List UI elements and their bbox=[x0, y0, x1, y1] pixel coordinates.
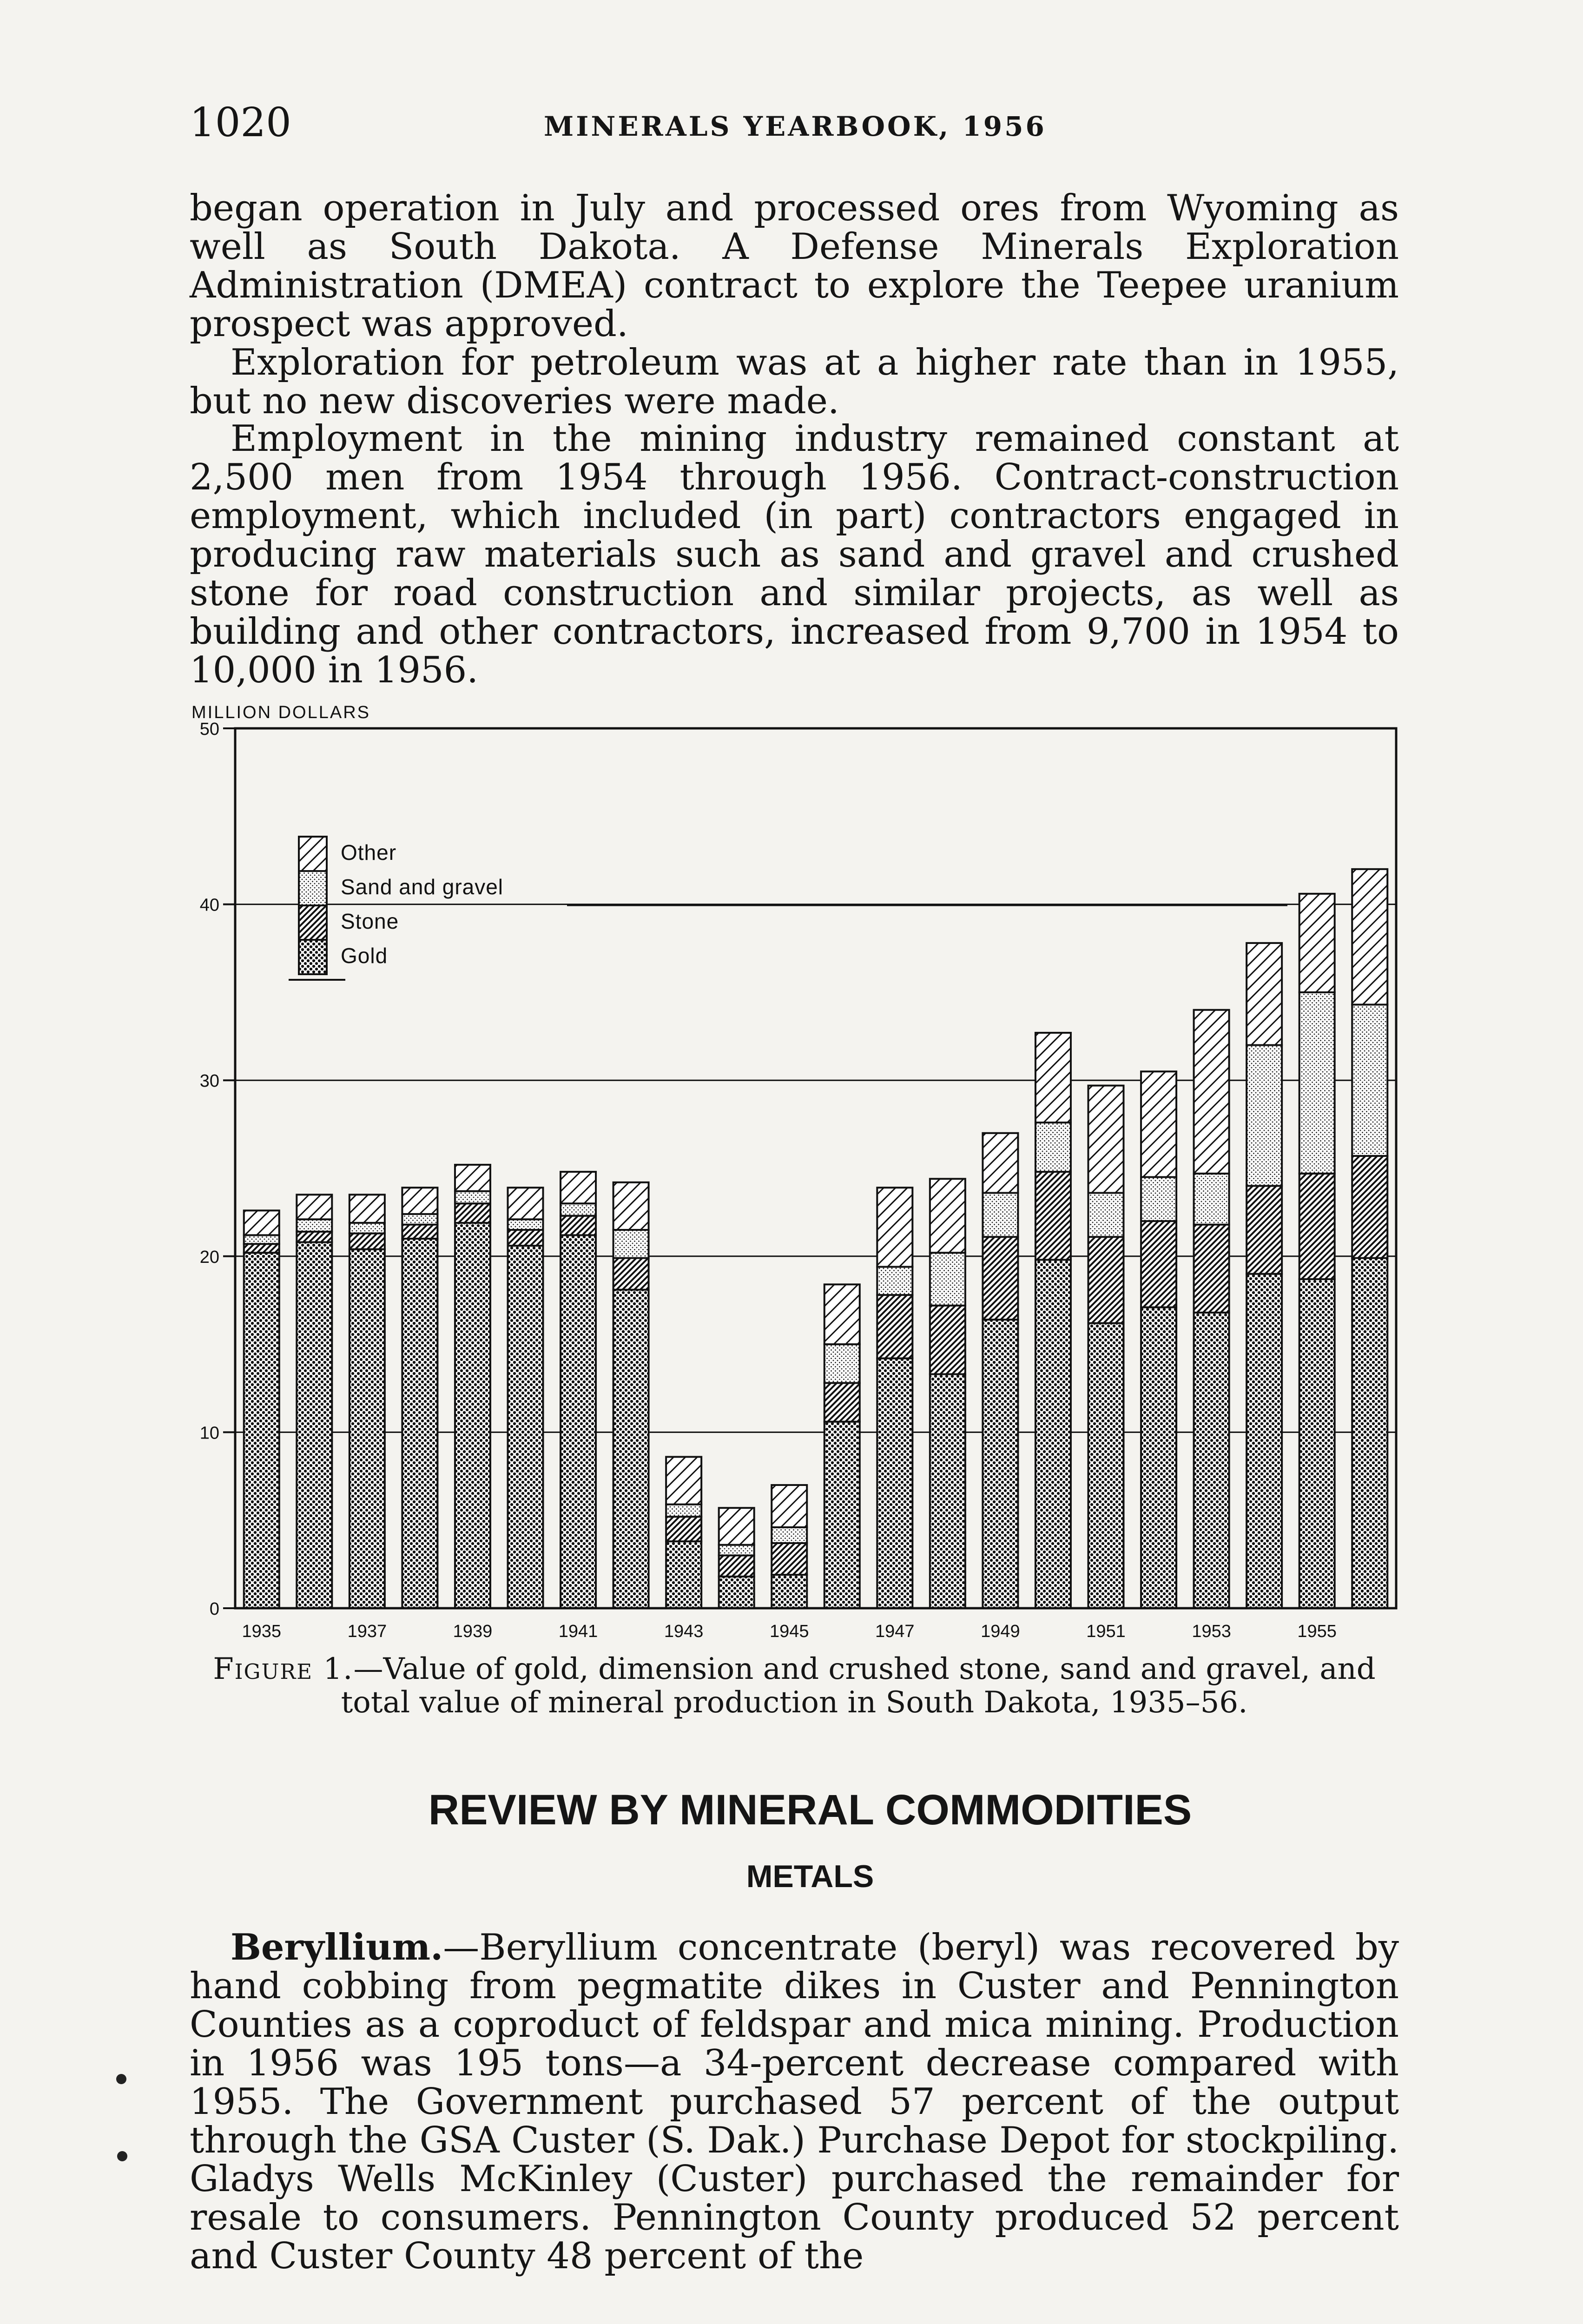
section-title: REVIEW BY MINERAL COMMODITIES bbox=[428, 1786, 1192, 1834]
bar-1953 bbox=[1194, 1010, 1229, 1608]
bar-segment-other bbox=[402, 1188, 437, 1214]
bar-segment-gold bbox=[244, 1253, 279, 1608]
bar-segment-stone bbox=[1141, 1221, 1176, 1307]
x-axis-ticks bbox=[242, 1622, 1336, 1641]
bar-segment-stone bbox=[719, 1555, 754, 1576]
bar-1947 bbox=[877, 1188, 912, 1608]
bar-segment-sand-and-gravel bbox=[772, 1527, 807, 1543]
x-tick-label: 1941 bbox=[558, 1622, 598, 1641]
bar-segment-stone bbox=[350, 1234, 385, 1249]
bar-segment-stone bbox=[297, 1232, 332, 1242]
bar-segment-sand-and-gravel bbox=[930, 1253, 965, 1306]
y-axis-label: MILLION DOLLARS bbox=[191, 703, 370, 722]
bar-segment-sand-and-gravel bbox=[1352, 1004, 1387, 1156]
y-tick-label: 10 bbox=[199, 1423, 219, 1443]
legend-swatch-gold bbox=[299, 940, 327, 974]
x-tick-label: 1947 bbox=[875, 1622, 915, 1641]
bar-segment-sand-and-gravel bbox=[1088, 1193, 1124, 1237]
bar-1942 bbox=[613, 1182, 649, 1608]
bar-segment-sand-and-gravel bbox=[1036, 1122, 1071, 1172]
y-tick-label: 40 bbox=[199, 895, 219, 915]
chart-legend bbox=[289, 837, 1287, 980]
paragraph-dmea: began operation in July and processed ores from Wyoming as well as South Dakota. A Defense Minerals Exploration Administration (DMEA) contract to explore the Teepee uranium prospect was approved. bbox=[190, 187, 1399, 345]
bar-segment-stone bbox=[455, 1203, 490, 1223]
bar-1938 bbox=[402, 1188, 437, 1608]
bar-segment-sand-and-gravel bbox=[666, 1505, 701, 1517]
bar-segment-other bbox=[508, 1188, 543, 1219]
bar-segment-other bbox=[1194, 1010, 1229, 1174]
figure-label: Figure 1. bbox=[213, 1652, 354, 1686]
y-tick-label: 30 bbox=[199, 1071, 219, 1091]
bar-segment-other bbox=[666, 1457, 701, 1504]
bar-1939 bbox=[455, 1165, 490, 1608]
bar-segment-other bbox=[983, 1133, 1018, 1193]
y-tick-label: 20 bbox=[199, 1247, 219, 1267]
x-tick-label: 1943 bbox=[664, 1622, 704, 1641]
bar-1940 bbox=[508, 1188, 543, 1608]
bar-segment-sand-and-gravel bbox=[297, 1219, 332, 1232]
bar-1943 bbox=[666, 1457, 701, 1608]
x-tick-label: 1949 bbox=[981, 1622, 1020, 1641]
bar-segment-other bbox=[561, 1172, 596, 1203]
bar-segment-stone bbox=[561, 1216, 596, 1235]
bar-segment-stone bbox=[1088, 1237, 1124, 1323]
bar-segment-other bbox=[930, 1179, 965, 1253]
bar-1936 bbox=[297, 1195, 332, 1608]
bar-segment-sand-and-gravel bbox=[1299, 992, 1335, 1174]
bar-segment-sand-and-gravel bbox=[244, 1235, 279, 1244]
legend-label: Other bbox=[341, 840, 397, 865]
bar-segment-gold bbox=[877, 1358, 912, 1608]
margin-bullet-mark bbox=[117, 2151, 127, 2161]
y-tick-label: 0 bbox=[209, 1599, 219, 1619]
bar-segment-gold bbox=[1141, 1307, 1176, 1608]
bar-segment-sand-and-gravel bbox=[350, 1223, 385, 1234]
bar-segment-other bbox=[1088, 1086, 1124, 1193]
bar-segment-sand-and-gravel bbox=[983, 1193, 1018, 1237]
bar-segment-other bbox=[455, 1165, 490, 1191]
legend-swatch-other bbox=[299, 837, 327, 871]
bar-1937 bbox=[350, 1195, 385, 1608]
bar-segment-gold bbox=[824, 1422, 860, 1608]
bar-segment-other bbox=[1352, 869, 1387, 1005]
bar-1951 bbox=[1088, 1086, 1124, 1608]
bar-1955 bbox=[1299, 894, 1335, 1608]
bar-segment-gold bbox=[772, 1575, 807, 1608]
bar-segment-gold bbox=[983, 1320, 1018, 1608]
bar-segment-other bbox=[719, 1508, 754, 1545]
legend-label: Sand and gravel bbox=[341, 875, 504, 899]
bar-segment-gold bbox=[508, 1246, 543, 1608]
bar-segment-other bbox=[297, 1195, 332, 1219]
bar-segment-sand-and-gravel bbox=[455, 1191, 490, 1204]
paragraph-employment: Employment in the mining industry remained constant at 2,500 men from 1954 through 1956. Contract-construction employment, which included (in part) contractors engaged in producing raw materials such as sand and gravel and crushed stone for road construction and similar projects, as well as building and other contractors, increased from 9,700 in 1954 to 10,000 in 1956. bbox=[190, 418, 1399, 691]
bar-segment-sand-and-gravel bbox=[402, 1214, 437, 1225]
bar-segment-other bbox=[1036, 1033, 1071, 1122]
bar-segment-stone bbox=[508, 1230, 543, 1246]
bar-segment-gold bbox=[561, 1235, 596, 1608]
bar-1935 bbox=[244, 1210, 279, 1608]
bar-segment-gold bbox=[1194, 1313, 1229, 1608]
bar-segment-stone bbox=[983, 1237, 1018, 1320]
legend-swatch-sand-and-gravel bbox=[299, 871, 327, 905]
bar-segment-stone bbox=[1036, 1172, 1071, 1260]
bar-segment-sand-and-gravel bbox=[719, 1545, 754, 1556]
bar-segment-other bbox=[350, 1195, 385, 1223]
bar-segment-gold bbox=[350, 1249, 385, 1608]
bar-segment-stone bbox=[1299, 1174, 1335, 1279]
x-tick-label: 1939 bbox=[453, 1622, 493, 1641]
bar-segment-sand-and-gravel bbox=[1194, 1174, 1229, 1225]
bar-segment-gold bbox=[1247, 1274, 1282, 1608]
bar-segment-sand-and-gravel bbox=[613, 1230, 649, 1258]
x-tick-label: 1937 bbox=[347, 1622, 387, 1641]
bar-segment-stone bbox=[402, 1225, 437, 1239]
bar-segment-stone bbox=[772, 1543, 807, 1575]
margin-bullet-mark bbox=[116, 2074, 126, 2084]
bar-segment-gold bbox=[1352, 1258, 1387, 1608]
bar-segment-stone bbox=[613, 1258, 649, 1290]
x-tick-label: 1951 bbox=[1086, 1622, 1126, 1641]
bar-segment-stone bbox=[824, 1383, 860, 1421]
bar-segment-other bbox=[824, 1284, 860, 1344]
beryllium-text: —Beryllium concentrate (beryl) was recovered by hand cobbing from pegmatite dikes in Custer and Pennington Counties as a coproduct of feldspar and mica mining. Production in 1956 was 195 tons—a 34-percent decrease compared with 1955. The Government purchased 57 percent of the output through the GSA Custer (S. Dak.) Purchase Depot for stockpiling. Gladys Wells McKinley (Custer) purchased the remainder for resale to consumers. Pennington County produced 52 percent and Custer County 48 percent of the bbox=[190, 1927, 1399, 2277]
bar-series bbox=[244, 869, 1387, 1608]
bar-segment-other bbox=[1299, 894, 1335, 992]
bar-segment-gold bbox=[297, 1242, 332, 1608]
legend-swatch-stone bbox=[299, 905, 327, 940]
x-tick-label: 1935 bbox=[242, 1622, 282, 1641]
paragraph-beryllium bbox=[190, 1928, 1399, 2276]
bar-segment-stone bbox=[244, 1244, 279, 1253]
bar-segment-sand-and-gravel bbox=[1247, 1045, 1282, 1186]
bar-1944 bbox=[719, 1508, 754, 1608]
bar-1956 bbox=[1352, 869, 1387, 1608]
bar-1948 bbox=[930, 1179, 965, 1608]
page-number: 1020 bbox=[190, 99, 291, 146]
bar-segment-other bbox=[1247, 943, 1282, 1045]
paragraph-petroleum: Exploration for petroleum was at a higher rate than in 1955, but no new discoveries were made. bbox=[190, 342, 1399, 422]
bar-segment-sand-and-gravel bbox=[824, 1344, 860, 1383]
bar-segment-stone bbox=[666, 1517, 701, 1541]
x-tick-label: 1955 bbox=[1297, 1622, 1337, 1641]
bar-segment-stone bbox=[1247, 1186, 1282, 1274]
bar-1954 bbox=[1247, 943, 1282, 1608]
bar-segment-other bbox=[772, 1485, 807, 1527]
bar-segment-stone bbox=[877, 1295, 912, 1358]
bar-segment-sand-and-gravel bbox=[508, 1219, 543, 1230]
bar-segment-stone bbox=[1194, 1225, 1229, 1313]
bar-1952 bbox=[1141, 1071, 1176, 1608]
y-axis-ticks bbox=[200, 720, 235, 1619]
bar-segment-gold bbox=[613, 1290, 649, 1608]
running-head: MINERALS YEARBOOK, 1956 bbox=[544, 111, 1047, 142]
bar-1950 bbox=[1036, 1033, 1071, 1608]
bar-segment-other bbox=[613, 1182, 649, 1230]
bar-segment-gold bbox=[1088, 1323, 1124, 1608]
bar-segment-gold bbox=[455, 1223, 490, 1608]
bar-1949 bbox=[983, 1133, 1018, 1608]
legend-label: Stone bbox=[341, 909, 399, 933]
bar-1946 bbox=[824, 1284, 860, 1608]
bar-segment-stone bbox=[930, 1306, 965, 1374]
bar-segment-other bbox=[877, 1188, 912, 1267]
y-tick-label: 50 bbox=[199, 720, 219, 739]
bar-1941 bbox=[561, 1172, 596, 1608]
bar-segment-gold bbox=[719, 1577, 754, 1608]
bar-segment-gold bbox=[930, 1374, 965, 1608]
beryllium-heading: Beryllium. bbox=[231, 1926, 443, 1968]
bar-segment-sand-and-gravel bbox=[561, 1203, 596, 1216]
bar-segment-other bbox=[244, 1210, 279, 1235]
bar-segment-gold bbox=[1036, 1260, 1071, 1608]
x-tick-label: 1945 bbox=[769, 1622, 809, 1641]
legend-label: Gold bbox=[341, 944, 388, 968]
bar-segment-sand-and-gravel bbox=[1141, 1177, 1176, 1221]
bar-segment-other bbox=[1141, 1071, 1176, 1177]
x-tick-label: 1953 bbox=[1192, 1622, 1231, 1641]
bar-segment-gold bbox=[666, 1541, 701, 1608]
bar-segment-stone bbox=[1352, 1156, 1387, 1258]
figure-caption bbox=[190, 1652, 1399, 1719]
bar-segment-sand-and-gravel bbox=[877, 1267, 912, 1295]
section-subtitle: METALS bbox=[746, 1859, 874, 1894]
bar-1945 bbox=[772, 1485, 807, 1608]
bar-segment-gold bbox=[1299, 1279, 1335, 1608]
bar-segment-gold bbox=[402, 1239, 437, 1608]
figure-caption-text: —Value of gold, dimension and crushed stone, sand and gravel, and total value of mineral production in South Dakota, 1935–56. bbox=[341, 1652, 1376, 1720]
